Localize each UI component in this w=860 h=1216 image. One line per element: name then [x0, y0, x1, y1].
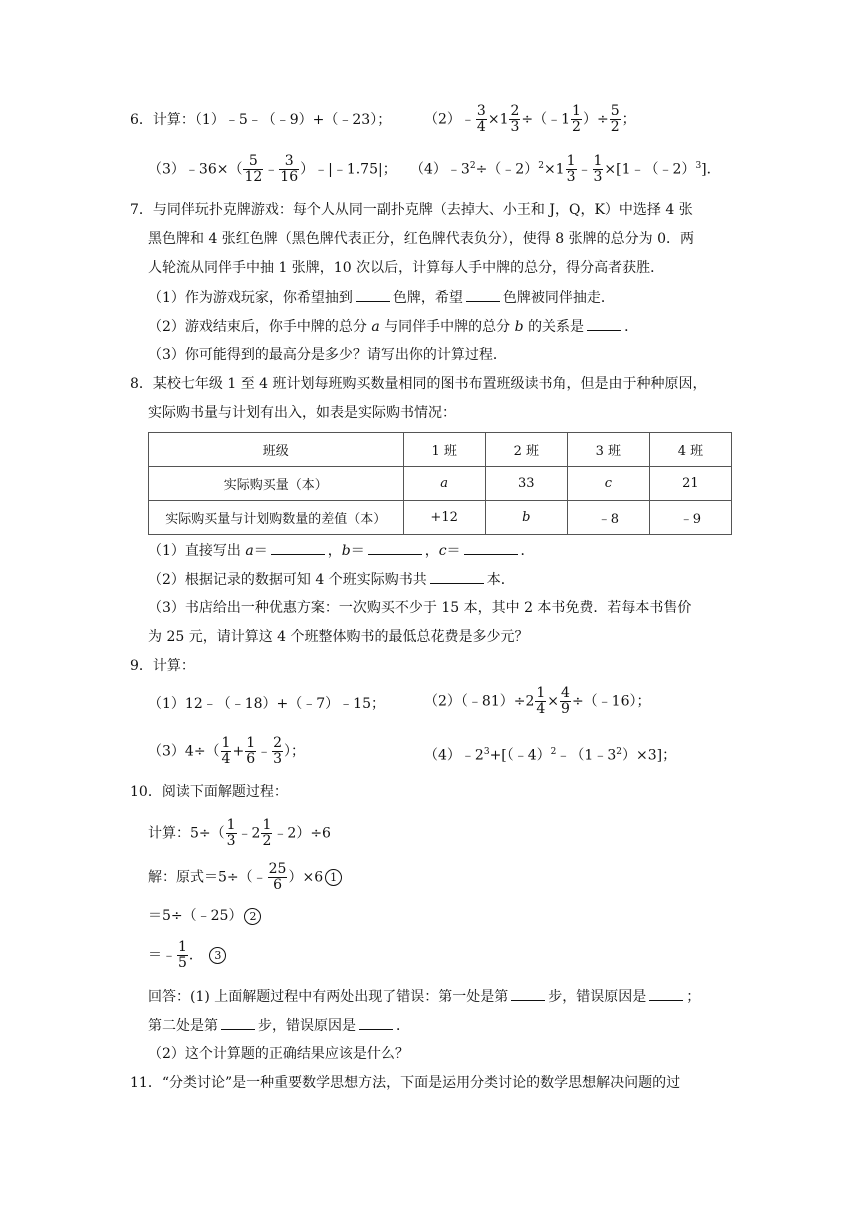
q8-sub3-line2: 为 25 元，请计算这 4 个班整体购书的最低总花费是多少元？	[148, 629, 529, 645]
step-marker: 1	[325, 869, 342, 886]
fraction: $\frac{1}{5}$	[178, 939, 187, 971]
table-cell: 实际购买量（本）	[149, 467, 404, 501]
answer-blank[interactable]	[649, 986, 683, 1001]
q8-sub3-line1: （3）书店给出一种优惠方案：一次购买不少于 15 本，其中 2 本书免费．若每本书售价	[148, 600, 692, 616]
fraction: $\frac{25}{6}$	[268, 861, 287, 893]
q7-line1: 7．与同伴玩扑克牌游戏：每个人从同一副扑克牌（去掉大、小王和 J，Q，K）中选择 4 张	[130, 202, 693, 218]
fraction: $\frac{1}{3}$	[566, 153, 576, 185]
fraction: $\frac{1}{6}$	[246, 735, 256, 767]
q10-answer2: 第二处是第 步，错误原因是 ．	[148, 1015, 410, 1036]
q7-line3: 人轮流从同伴手中抽 1 张牌，10 次以后，计算每人手中牌的总分，得分高者获胜．	[148, 260, 665, 276]
q9-part4: $(4)﹣2^3+[(﹣4)^2﹣(1﹣3^2)\times 3]$；	[424, 747, 677, 764]
step-marker: 2	[244, 908, 261, 925]
q6-line1	[130, 110, 391, 130]
answer-blank[interactable]	[466, 287, 500, 302]
fraction: $\frac{2}{3}$	[273, 735, 283, 767]
q6-part3: （3）﹣36×（ $\frac{5}{12}$ ﹣ $\frac{3}{16}$ ）﹣|﹣1.75|；	[148, 153, 397, 185]
q6-part2: （2）﹣ $\frac{3}{4}$ ×1 $\frac{2}{3}$ ÷（﹣1 $\frac{1}{2}$ ）÷ $\frac{5}{2}$ ；	[424, 103, 636, 135]
table-cell: c	[567, 467, 649, 501]
step-marker: 3	[209, 947, 226, 964]
fraction: $\frac{1}{3}$	[593, 153, 603, 185]
fraction: $\frac{5}{2}$	[610, 103, 620, 135]
table-cell: 21	[649, 467, 731, 501]
q6-part4: $(4)﹣3^2\div(﹣2)^2\times 1$ $\frac{1}{3}$ ﹣ $\frac{1}{3}$ ×[1﹣（﹣2）$^3$]．	[410, 153, 721, 185]
answer-blank[interactable]	[221, 1015, 255, 1030]
q9-line1: 9．计算：	[130, 658, 195, 674]
q8-sub1: （1）直接写出 a＝ ，b＝ ，c＝ ．	[148, 540, 535, 561]
table-row	[149, 501, 732, 535]
q9-part3: （3）4÷（ $\frac{1}{4}$ + $\frac{1}{6}$ ﹣ $\frac{2}{3}$ ）；	[148, 735, 306, 767]
table-cell: +12	[403, 501, 485, 535]
table-header-cell: 1 班	[403, 433, 485, 467]
q9-part1: （1）12﹣（﹣18）+（﹣7）﹣15；	[148, 696, 385, 712]
q7-number: 7．	[130, 202, 153, 218]
q10-solution-step1: 解：原式＝5÷（﹣ $\frac{25}{6}$ ）×6 1	[148, 862, 342, 896]
q10-answer3: （2）这个计算题的正确结果应该是什么？	[148, 1046, 409, 1062]
q7-sub1: （1）作为游戏玩家，你希望抽到 色牌，希望 色牌被同伴抽走．	[148, 287, 615, 308]
table-row	[149, 467, 732, 501]
table-header-cell: 2 班	[485, 433, 567, 467]
q10-line1: 10．阅读下面解题过程：	[130, 784, 288, 800]
q9-part2: （2）（﹣81）÷2 $\frac{1}{4}$ × $\frac{4}{9}$ ÷（﹣16）；	[424, 685, 651, 717]
q8-line2: 实际购书量与计划有出入，如表是实际购书情况：	[148, 405, 456, 421]
answer-blank[interactable]	[464, 540, 518, 555]
q9-number: 9．	[130, 658, 153, 674]
q7-sub3: （3）你可能得到的最高分是多少？请写出你的计算过程．	[148, 347, 507, 363]
q8-number: 8．	[130, 376, 153, 392]
fraction: $\frac{5}{12}$	[244, 153, 263, 185]
q11-line1: 11．“分类讨论”是一种重要数学思想方法，下面是运用分类讨论的数学思想解决问题的过	[130, 1075, 681, 1091]
q10-number: 10．	[130, 784, 162, 800]
fraction: $\frac{3}{4}$	[476, 103, 486, 135]
table-cell: a	[403, 467, 485, 501]
table-cell: ﹣9	[649, 501, 731, 535]
table-header-cell: 班级	[149, 433, 404, 467]
fraction: $\frac{1}{4}$	[536, 685, 546, 717]
answer-blank[interactable]	[356, 287, 390, 302]
fraction: $\frac{3}{16}$	[280, 153, 299, 185]
q11-number: 11．	[130, 1075, 162, 1091]
q10-solution-step2: ＝5÷（﹣25） 2	[148, 906, 261, 926]
q10-calc: 计算：5÷（ $\frac{1}{3}$ ﹣2 $\frac{1}{2}$ ﹣2）÷6	[148, 817, 331, 849]
fraction: $\frac{1}{3}$	[226, 817, 236, 849]
q6-number: 6．	[130, 112, 153, 128]
answer-blank[interactable]	[368, 540, 422, 555]
fraction: $\frac{1}{4}$	[221, 735, 231, 767]
q7-line2: 黑色牌和 4 张红色牌（黑色牌代表正分，红色牌代表负分），使得 8 张牌的总分为 0．两	[148, 231, 694, 247]
table-header-cell: 4 班	[649, 433, 731, 467]
q10-solution-step3: ＝﹣ $\frac{1}{5}$ ． 3	[148, 940, 226, 974]
table-cell: 33	[485, 467, 567, 501]
fraction: $\frac{1}{2}$	[572, 103, 581, 135]
answer-blank[interactable]	[271, 540, 325, 555]
q8-line1: 8．某校七年级 1 至 4 班计划每班购买数量相同的图书布置班级读书角，但是由于种种原因，	[130, 376, 707, 392]
fraction: $\frac{4}{9}$	[561, 685, 570, 717]
answer-blank[interactable]	[587, 316, 621, 331]
table-cell: 实际购买量与计划购数量的差值（本）	[149, 501, 404, 535]
fraction: $\frac{1}{2}$	[262, 817, 272, 849]
q8-sub2: （2）根据记录的数据可知 4 个班实际购书共 本．	[148, 569, 515, 590]
table-header-cell: 3 班	[567, 433, 649, 467]
answer-blank[interactable]	[511, 986, 545, 1001]
q6-part1: （1）﹣5﹣（﹣9）+（﹣23）；	[194, 112, 392, 128]
purchase-table	[148, 432, 732, 535]
table-row	[149, 433, 732, 467]
q10-answer1: 回答：(1) 上面解题过程中有两处出现了错误：第一处是第 步，错误原因是 ；	[148, 986, 700, 1007]
fraction: $\frac{2}{3}$	[510, 103, 520, 135]
q7-sub2: （2）游戏结束后，你手中牌的总分 a 与同伴手中牌的总分 b 的关系是 ．	[148, 316, 638, 337]
answer-blank[interactable]	[359, 1015, 393, 1030]
table-cell: ﹣8	[567, 501, 649, 535]
q6-lead: 计算：	[152, 112, 195, 128]
table-cell: b	[485, 501, 567, 535]
answer-blank[interactable]	[430, 569, 484, 584]
